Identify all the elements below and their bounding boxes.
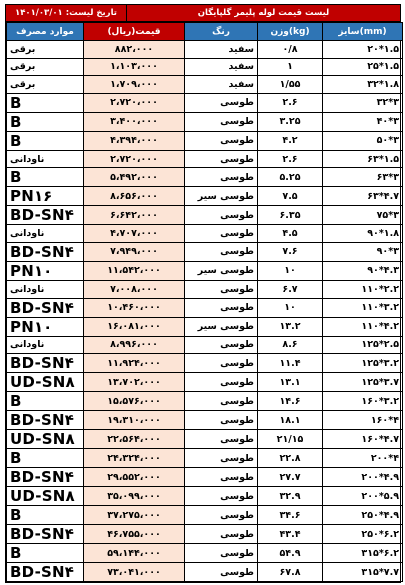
usage-cell: برقی xyxy=(7,41,84,59)
price-list-sheet xyxy=(5,4,401,583)
table-row xyxy=(7,150,403,168)
price-cell: ۸۸۲،۰۰۰ xyxy=(84,41,185,59)
table-row xyxy=(7,280,403,298)
weight-cell: ۵۴.۹ xyxy=(258,544,323,563)
weight-cell: ۶.۷ xyxy=(258,280,323,298)
size-cell: ۱۲۵*۳.۷ xyxy=(323,373,403,392)
price-cell: ۱۵،۵۷۶،۰۰۰ xyxy=(84,392,185,411)
weight-cell: ۶۷.۸ xyxy=(258,563,323,582)
color-cell: طوسی xyxy=(185,225,258,243)
usage-cell: B xyxy=(7,449,84,468)
color-cell: طوسی xyxy=(185,449,258,468)
color-cell: طوسی سیر xyxy=(185,261,258,280)
table-row xyxy=(7,563,403,582)
price-cell: ۴،۷۰۷،۰۰۰ xyxy=(84,225,185,243)
price-cell: ۲۲،۵۶۴،۰۰۰ xyxy=(84,430,185,449)
color-cell: طوسی xyxy=(185,411,258,430)
usage-cell: BD-SN۴ xyxy=(7,206,84,225)
size-cell: ۲۰۰*۴.۹ xyxy=(323,468,403,487)
price-cell: ۷۳،۰۴۱،۰۰۰ xyxy=(84,563,185,582)
weight-cell: ۱۸.۱ xyxy=(258,411,323,430)
price-cell: ۶،۶۴۲،۰۰۰ xyxy=(84,206,185,225)
table-row xyxy=(7,131,403,150)
size-cell: ۹۰*۴.۳ xyxy=(323,261,403,280)
table-row xyxy=(7,112,403,131)
price-cell: ۴۶،۷۵۵،۰۰۰ xyxy=(84,525,185,544)
price-cell: ۵،۴۹۲،۰۰۰ xyxy=(84,168,185,187)
usage-cell: BD-SN۴ xyxy=(7,242,84,261)
usage-cell: UD-SN۸ xyxy=(7,487,84,506)
color-cell: طوسی xyxy=(185,168,258,187)
usage-cell: B xyxy=(7,168,84,187)
weight-cell: ۱۳.۱ xyxy=(258,373,323,392)
usage-cell: B xyxy=(7,392,84,411)
table-row xyxy=(7,392,403,411)
usage-cell: ناودانی xyxy=(7,336,84,354)
color-cell: طوسی xyxy=(185,487,258,506)
price-table xyxy=(6,22,403,582)
table-row xyxy=(7,168,403,187)
usage-cell: ناودانی xyxy=(7,150,84,168)
usage-cell: برقی xyxy=(7,58,84,76)
weight-cell: ۴۳.۴ xyxy=(258,525,323,544)
column-header-color: رنگ xyxy=(185,23,258,41)
price-cell: ۲،۷۲۰،۰۰۰ xyxy=(84,150,185,168)
size-cell: ۱۲۵*۳.۲ xyxy=(323,354,403,373)
table-row xyxy=(7,76,403,94)
size-cell: ۱۶۰*۴.۷ xyxy=(323,430,403,449)
size-cell: ۹۰*۱.۸ xyxy=(323,225,403,243)
column-header-price: قیمت(ریال) xyxy=(84,23,185,41)
price-cell: ۱۶،۰۸۱،۰۰۰ xyxy=(84,317,185,336)
color-cell: طوسی xyxy=(185,280,258,298)
usage-cell: PN۱۰ xyxy=(7,317,84,336)
weight-cell: ۱۰ xyxy=(258,261,323,280)
column-header-size: سایز(mm) xyxy=(323,23,403,41)
size-cell: ۱۲۵*۲.۵ xyxy=(323,336,403,354)
weight-cell: ۲.۶ xyxy=(258,93,323,112)
price-cell: ۸،۶۵۶،۰۰۰ xyxy=(84,187,185,206)
color-cell: طوسی xyxy=(185,93,258,112)
usage-cell: BD-SN۴ xyxy=(7,525,84,544)
table-row xyxy=(7,242,403,261)
usage-cell: B xyxy=(7,93,84,112)
price-cell: ۱۱،۹۲۴،۰۰۰ xyxy=(84,354,185,373)
price-cell: ۷،۹۴۹،۰۰۰ xyxy=(84,242,185,261)
price-cell: ۱،۷۰۹،۰۰۰ xyxy=(84,76,185,94)
weight-cell: ۳.۲۵ xyxy=(258,112,323,131)
usage-cell: UD-SN۸ xyxy=(7,373,84,392)
size-cell: ۵۰*۳ xyxy=(323,131,403,150)
size-cell: ۲۵۰*۶.۲ xyxy=(323,525,403,544)
weight-cell: ۲۷.۷ xyxy=(258,468,323,487)
usage-cell: B xyxy=(7,112,84,131)
color-cell: طوسی xyxy=(185,468,258,487)
usage-cell: ناودانی xyxy=(7,225,84,243)
color-cell: طوسی xyxy=(185,206,258,225)
weight-cell: ۴.۲ xyxy=(258,131,323,150)
size-cell: ۳۱۵*۷.۷ xyxy=(323,563,403,582)
color-cell: طوسی xyxy=(185,336,258,354)
color-cell: طوسی xyxy=(185,112,258,131)
weight-cell: ۱ xyxy=(258,58,323,76)
price-cell: ۱۱،۵۴۲،۰۰۰ xyxy=(84,261,185,280)
color-cell: طوسی xyxy=(185,298,258,317)
usage-cell: PN۱۶ xyxy=(7,187,84,206)
weight-cell: ۱۳.۲ xyxy=(258,317,323,336)
color-cell: سفید xyxy=(185,41,258,59)
size-cell: ۲۰*۱.۵ xyxy=(323,41,403,59)
size-cell: ۱۱۰*۴.۲ xyxy=(323,317,403,336)
table-row xyxy=(7,317,403,336)
size-cell: ۲۵۰*۴.۹ xyxy=(323,506,403,525)
table-row xyxy=(7,411,403,430)
price-cell: ۲۹،۵۵۲،۰۰۰ xyxy=(84,468,185,487)
weight-cell: ۱/۵۵ xyxy=(258,76,323,94)
table-row xyxy=(7,430,403,449)
size-cell: ۱۶۰*۳.۲ xyxy=(323,392,403,411)
color-cell: طوسی xyxy=(185,150,258,168)
usage-cell: BD-SN۴ xyxy=(7,354,84,373)
usage-cell: UD-SN۸ xyxy=(7,430,84,449)
table-row xyxy=(7,187,403,206)
weight-cell: ۳۴.۶ xyxy=(258,506,323,525)
size-cell: ۶۳*۱.۵ xyxy=(323,150,403,168)
size-cell: ۶۳*۴.۷ xyxy=(323,187,403,206)
table-row xyxy=(7,41,403,59)
size-cell: ۲۵*۱.۵ xyxy=(323,58,403,76)
size-cell: ۳۲*۱.۸ xyxy=(323,76,403,94)
table-row xyxy=(7,354,403,373)
color-cell: سفید xyxy=(185,58,258,76)
weight-cell: ۱۴.۶ xyxy=(258,392,323,411)
table-row xyxy=(7,261,403,280)
color-cell: طوسی xyxy=(185,354,258,373)
size-cell: ۲۰۰*۴ xyxy=(323,449,403,468)
price-cell: ۳،۴۰۰،۰۰۰ xyxy=(84,112,185,131)
weight-cell: ۲۲.۸ xyxy=(258,449,323,468)
price-cell: ۱۰،۴۶۰،۰۰۰ xyxy=(84,298,185,317)
usage-cell: B xyxy=(7,506,84,525)
color-cell: طوسی xyxy=(185,242,258,261)
header-row xyxy=(7,23,403,41)
table-row xyxy=(7,468,403,487)
price-cell: ۷،۰۰۸،۰۰۰ xyxy=(84,280,185,298)
usage-cell: BD-SN۴ xyxy=(7,298,84,317)
weight-cell: ۱۰ xyxy=(258,298,323,317)
column-header-usage: موارد مصرف xyxy=(7,23,84,41)
weight-cell: ۱۱.۴ xyxy=(258,354,323,373)
usage-cell: BD-SN۴ xyxy=(7,411,84,430)
table-row xyxy=(7,298,403,317)
title-bar xyxy=(6,5,400,22)
color-cell: سفید xyxy=(185,76,258,94)
table-row xyxy=(7,373,403,392)
color-cell: طوسی xyxy=(185,430,258,449)
size-cell: ۲۰۰*۵.۹ xyxy=(323,487,403,506)
table-row xyxy=(7,225,403,243)
price-cell: ۳۷،۲۷۵،۰۰۰ xyxy=(84,506,185,525)
color-cell: طوسی xyxy=(185,131,258,150)
price-cell: ۲۴،۳۲۴،۰۰۰ xyxy=(84,449,185,468)
price-cell: ۱،۱۰۳،۰۰۰ xyxy=(84,58,185,76)
size-cell: ۷۵*۳ xyxy=(323,206,403,225)
table-row xyxy=(7,336,403,354)
usage-cell: ناودانی xyxy=(7,280,84,298)
usage-cell: PN۱۰ xyxy=(7,261,84,280)
table-row xyxy=(7,206,403,225)
price-cell: ۵۹،۱۴۴،۰۰۰ xyxy=(84,544,185,563)
table-body xyxy=(7,41,403,582)
usage-cell: B xyxy=(7,131,84,150)
color-cell: طوسی xyxy=(185,506,258,525)
weight-cell: ۰/۸ xyxy=(258,41,323,59)
color-cell: طوسی xyxy=(185,563,258,582)
weight-cell: ۲۱/۱۵ xyxy=(258,430,323,449)
price-cell: ۱۳،۷۰۲،۰۰۰ xyxy=(84,373,185,392)
size-cell: ۶۳*۳ xyxy=(323,168,403,187)
weight-cell: ۵.۲۵ xyxy=(258,168,323,187)
color-cell: طوسی سیر xyxy=(185,187,258,206)
usage-cell: برقی xyxy=(7,76,84,94)
weight-cell: ۳۲.۹ xyxy=(258,487,323,506)
size-cell: ۳۲*۳ xyxy=(323,93,403,112)
size-cell: ۳۱۵*۶.۲ xyxy=(323,544,403,563)
price-cell: ۳۵،۰۹۹،۰۰۰ xyxy=(84,487,185,506)
color-cell: طوسی سیر xyxy=(185,317,258,336)
column-header-weight: وزن(kg) xyxy=(258,23,323,41)
price-cell: ۱۹،۳۱۰،۰۰۰ xyxy=(84,411,185,430)
weight-cell: ۴.۵ xyxy=(258,225,323,243)
price-cell: ۴،۳۹۴،۰۰۰ xyxy=(84,131,185,150)
list-title: لیست قیمت لوله پلیمر گلپایگان xyxy=(127,5,400,21)
usage-cell: BD-SN۴ xyxy=(7,563,84,582)
weight-cell: ۷.۵ xyxy=(258,187,323,206)
size-cell: ۱۱۰*۳.۲ xyxy=(323,298,403,317)
price-cell: ۸،۹۹۶،۰۰۰ xyxy=(84,336,185,354)
color-cell: طوسی xyxy=(185,392,258,411)
size-cell: ۱۱۰*۲.۲ xyxy=(323,280,403,298)
weight-cell: ۶.۳۵ xyxy=(258,206,323,225)
color-cell: طوسی xyxy=(185,373,258,392)
table-row xyxy=(7,449,403,468)
color-cell: طوسی xyxy=(185,544,258,563)
list-date: تاریخ لیست: ۱۴۰۱/۰۳/۰۱ xyxy=(6,5,127,21)
weight-cell: ۲.۶ xyxy=(258,150,323,168)
weight-cell: ۸.۶ xyxy=(258,336,323,354)
table-row xyxy=(7,525,403,544)
table-row xyxy=(7,93,403,112)
price-cell: ۲،۷۲۰،۰۰۰ xyxy=(84,93,185,112)
table-row xyxy=(7,487,403,506)
table-row xyxy=(7,58,403,76)
weight-cell: ۷.۶ xyxy=(258,242,323,261)
usage-cell: BD-SN۴ xyxy=(7,468,84,487)
color-cell: طوسی xyxy=(185,525,258,544)
usage-cell: B xyxy=(7,544,84,563)
table-row xyxy=(7,506,403,525)
table-row xyxy=(7,544,403,563)
size-cell: ۹۰*۳ xyxy=(323,242,403,261)
size-cell: ۱۶۰*۴ xyxy=(323,411,403,430)
size-cell: ۴۰*۳ xyxy=(323,112,403,131)
